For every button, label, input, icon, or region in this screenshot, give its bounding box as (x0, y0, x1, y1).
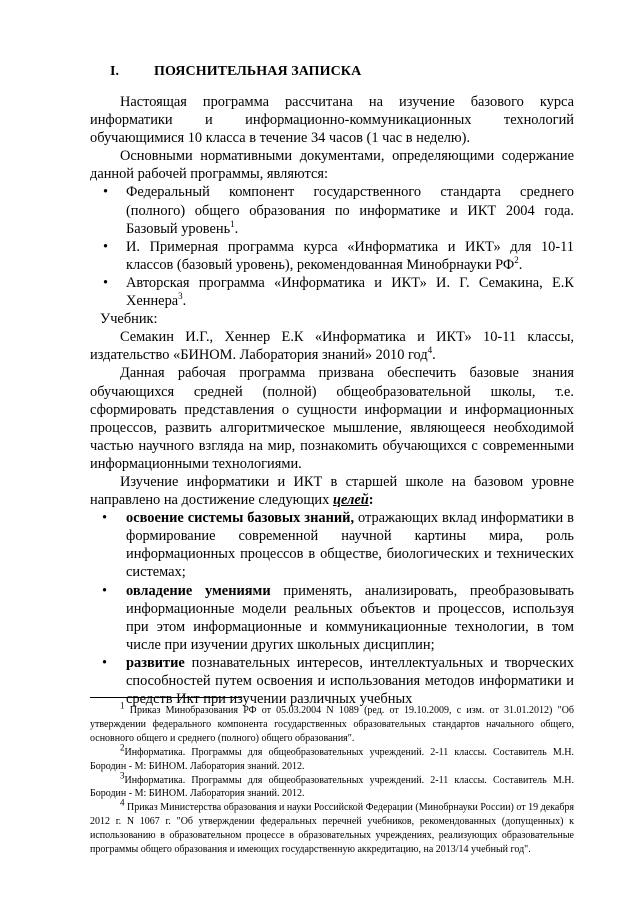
documents-list (90, 183, 574, 310)
bullet-icon: • (103, 184, 109, 201)
goals-keyword: целей (332, 492, 369, 509)
goal-text: отражающих вклад информатики в формирование современной научной картины мира, роль информационных процессов в обществе, биологических и технических системах; (126, 510, 574, 581)
footnote-mark: 2 (120, 742, 125, 753)
footnote-text: Приказ Минобразования РФ от 05.03.2004 N 1089 (ред. от 19.10.2009, с изм. от 31.01.2012) "Об утверждении федерального компонента государственных образовательных стандартов начального общего, основного общего и среднего (полного) общего образования". (90, 705, 574, 744)
list-item-text: И. Примерная программа курса «Информатика и ИКТ» для 10-11 классов (базовый уровень), рекомендованная Минобрнауки РФ (126, 238, 574, 273)
bullet-icon: • (102, 654, 108, 671)
footnote (90, 742, 574, 774)
footnote-ref: 2 (514, 255, 519, 266)
list-item (90, 509, 574, 581)
footnote-mark: 1 (120, 700, 125, 711)
footnote-ref: 4 (427, 345, 433, 356)
documents-intro: Основными нормативными документами, определяющими содержание данной рабочей программы, являются: (90, 148, 574, 183)
list-item: • И. Примерная программа курса «Информатика и ИКТ» для 10-11 классов (базовый уровень), рекомендованная Минобрнауки $РФ^2$. (103, 238, 574, 273)
document-body (90, 93, 574, 708)
section-title: ПОЯСНИТЕЛЬНАЯ ЗАПИСКА (154, 64, 362, 79)
goals-list (90, 509, 574, 708)
intro-paragraph: Настоящая программа рассчитана на изучение базового курса информатики и информационно-коммуникационных технологий обучающимися 10 класса в течение 34 часов (1 час в неделю). (90, 94, 574, 147)
goal-text: познавательных интересов, интеллектуальных и творческих способностей путем освоения и использования методов информатики и средств Икт при изучении различных учебных (126, 654, 574, 708)
bullet-icon: • (102, 582, 108, 599)
textbook-paragraph: Семакин И.Г., Хеннер Е.К «Информатика и ИКТ» 10-11 классы, издательство «БИНОМ. Лаборатория знаний» 2010 год$^4$. (90, 329, 574, 364)
footnote (90, 700, 574, 746)
goal-term: развитие (126, 654, 185, 671)
list-item-text: Авторская программа «Информатика и ИКТ» И. Г. Семакина, Е.К Хеннера (126, 274, 574, 310)
footnote-text: Информатика. Программы для общеобразовательных учреждений. 2-11 классы. Составитель М.Н. Бородин - М: БИНОМ. Лаборатория знаний. 2012. (90, 746, 574, 772)
list-item: • Федеральный компонент государственного стандарта среднего (полного) общего образования по информатике и ИКТ 2004 года. Базовый уровень$^1$. (103, 184, 574, 237)
footnote-ref: 3 (178, 291, 183, 302)
footnote-separator (90, 697, 242, 698)
footnote-text: Информатика. Программы для общеобразовательных учреждений. 2-11 классы. Составитель М.Н. Бородин - М: БИНОМ. Лаборатория знаний. 2012. (90, 774, 574, 800)
goal-term: овладение умениями (126, 582, 271, 599)
section-heading (110, 64, 361, 80)
footnote-mark: 4 (120, 798, 125, 809)
footnote (90, 798, 575, 857)
list-item-text: Федеральный компонент государственного стандарта среднего (полного) общего образования по информатике и ИКТ 2004 года. Базовый уровень (126, 184, 574, 237)
goal-term: освоение системы базовых знаний, (126, 510, 355, 527)
list-item (90, 654, 574, 708)
footnote-mark: 3 (120, 770, 125, 781)
section-number: I. (110, 64, 120, 79)
bullet-icon: • (103, 238, 109, 255)
footnote (90, 770, 574, 802)
textbook-label: Учебник: (100, 311, 158, 328)
bullet-icon: • (103, 274, 109, 291)
goals-intro: Изучение информатики и ИКТ в старшей школе на базовом уровне направлено на достижение следующих целей: (90, 473, 574, 509)
footnotes (90, 700, 575, 857)
footnote-text: Приказ Министерства образования и науки Российской Федерации (Минобрнауки России) от 19 декабря 2012 г. N 1067 г. "Об утверждении федеральных перечней учебников, рекомендованных (допущенных) к использованию в образовательном процессе в образовательных учреждениях, реализующих образовательные программы общего образования и имеющих государственную аккредитацию, на 2013/14 учебный год". (90, 802, 575, 856)
list-item: • Авторская программа «Информатика и ИКТ» И. Г. Семакина, Е.К Хеннера$^3$. (103, 274, 574, 310)
footnote-ref: 1 (230, 218, 235, 229)
purpose-paragraph: Данная рабочая программа призвана обеспечить базовые знания обучающихся средней (полной) общеобразовательной школы, т.е. сформировать представления о сущности информации и информационных процессов, развить алгоритмическое мышление, являющееся необходимой частью научного взгляда на мир, познакомить обучающихся с современными информационными технологиями. (90, 365, 574, 472)
list-item (90, 582, 574, 654)
goal-text: применять, анализировать, преобразовывать информационные модели реальных объектов и процессов, используя при этом информационные и коммуникационные технологии, в том числе при изучении других школьных дисциплин; (126, 582, 574, 653)
bullet-icon: • (102, 510, 108, 527)
